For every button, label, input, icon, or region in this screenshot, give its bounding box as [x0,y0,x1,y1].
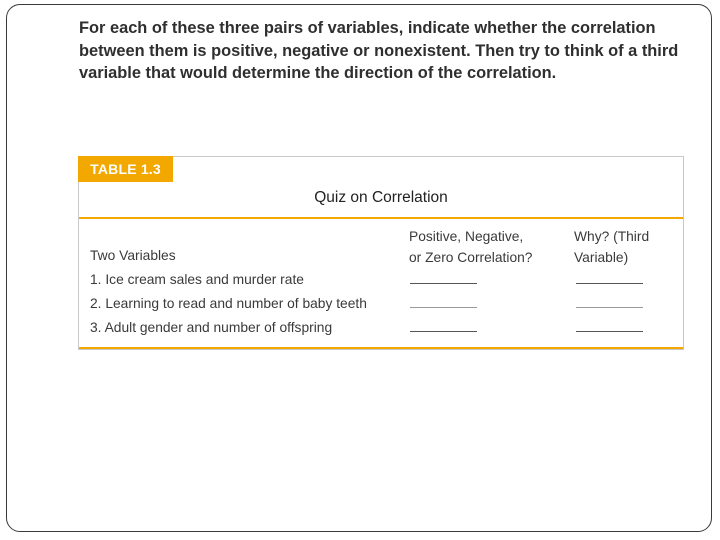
answer-blank-why [576,331,643,332]
header-why [574,226,649,268]
answer-blank-why [576,283,643,284]
table-row-label: 2. Learning to read and number of baby teeth [90,296,367,311]
table-bottom-rule [79,347,683,349]
answer-blank-correlation [410,283,477,284]
answer-blank-correlation [410,331,477,332]
header-correlation [409,226,532,268]
table-row-label: 3. Adult gender and number of offspring [90,320,333,335]
table-row-label: 1. Ice cream sales and murder rate [90,272,304,287]
table-top-rule [79,217,683,219]
header-variables: Two Variables [90,248,176,263]
quiz-table [78,156,684,350]
table-tag: TABLE 1.3 [78,156,173,182]
answer-blank-why [576,307,643,308]
header-why-line1: Why? (Third [574,229,650,244]
answer-blank-correlation [410,307,477,308]
header-correlation-line1: Positive, Negative, [409,229,524,244]
header-correlation-line2: or Zero Correlation? [409,250,533,265]
header-why-line2: Variable) [574,250,629,265]
instructions-text: For each of these three pairs of variables, indicate whether the correlation between them is positive, negative or nonexistent. Then try to think of a third variable that would determine the direction of the correlation. [79,19,679,82]
table-title: Quiz on Correlation [314,189,448,206]
